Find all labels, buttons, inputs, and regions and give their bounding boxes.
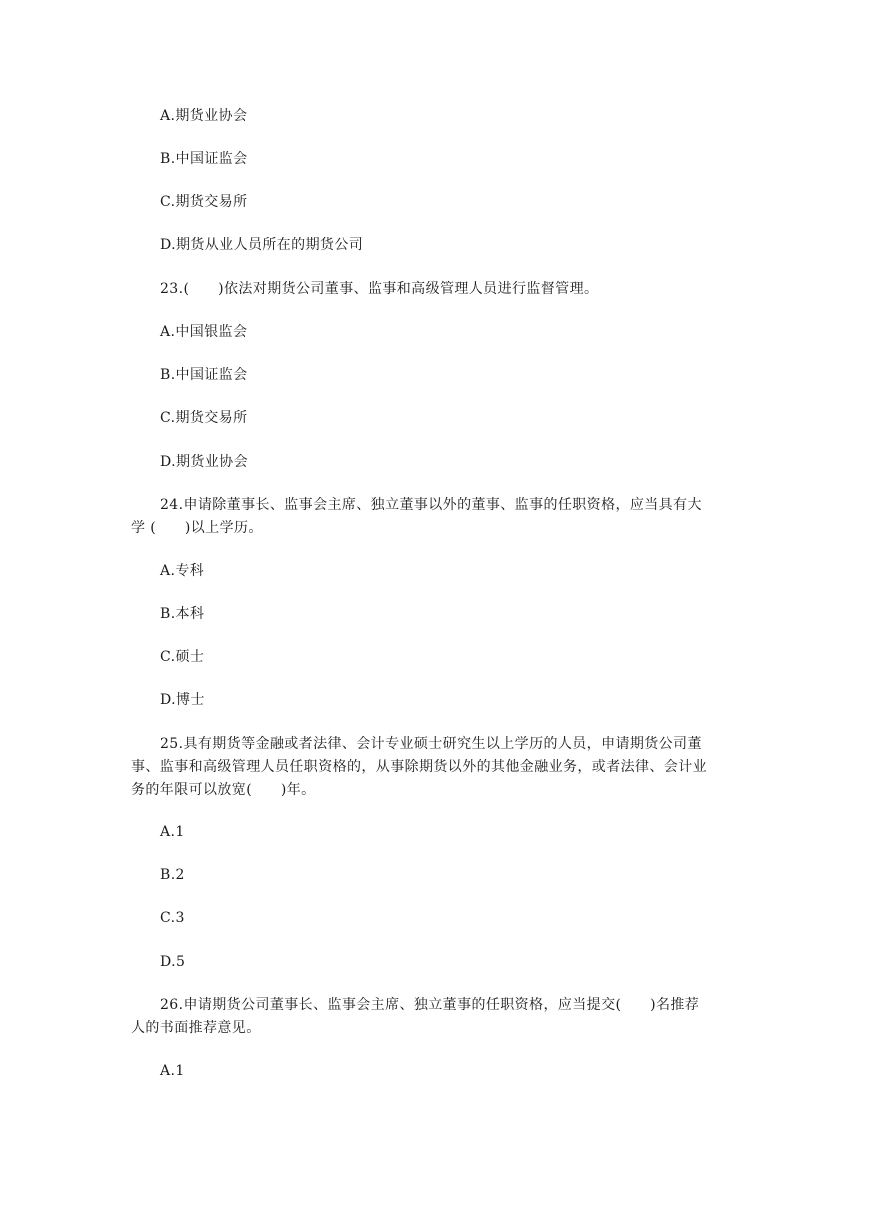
q25-option-a: A.1 <box>160 824 185 840</box>
q25-option-c: C.3 <box>160 910 185 926</box>
q23-option-c: C.期货交易所 <box>160 410 248 426</box>
q24-stem-line-2: 学 ( )以上学历。 <box>131 520 263 536</box>
q24-option-d: D.博士 <box>160 692 205 708</box>
q24-option-c: C.硕士 <box>160 649 205 665</box>
q23-option-b: B.中国证监会 <box>160 367 248 383</box>
q22-option-d: D.期货从业人员所在的期货公司 <box>160 237 364 253</box>
q24-option-a: A.专科 <box>160 563 205 579</box>
q24-stem-line-1: 24.申请除董事长、监事会主席、独立董事以外的董事、监事的任职资格，应当具有大 <box>160 497 702 513</box>
q26-option-a: A.1 <box>160 1063 185 1079</box>
q25-stem-line-1: 25.具有期货等金融或者法律、会计专业硕士研究生以上学历的人员，申请期货公司董 <box>160 736 702 752</box>
q25-option-b: B.2 <box>160 867 185 883</box>
q23-option-a: A.中国银监会 <box>160 324 248 340</box>
q25-stem-line-3: 务的年限可以放宽( )年。 <box>131 782 316 798</box>
q26-stem-line-1: 26.申请期货公司董事长、监事会主席、独立董事的任职资格，应当提交( )名推荐 <box>160 997 700 1013</box>
q23-option-d: D.期货业协会 <box>160 454 248 470</box>
q22-option-c: C.期货交易所 <box>160 194 248 210</box>
q26-stem-line-2: 人的书面推荐意见。 <box>131 1020 261 1036</box>
q25-option-d: D.5 <box>160 954 186 970</box>
q22-option-b: B.中国证监会 <box>160 151 248 167</box>
q23-stem: 23.( )依法对期货公司董事、监事和高级管理人员进行监督管理。 <box>160 281 599 297</box>
q25-stem-line-2: 事、监事和高级管理人员任职资格的，从事除期货以外的其他金融业务，或者法律、会计业 <box>131 759 707 775</box>
q24-option-b: B.本科 <box>160 606 205 622</box>
q22-option-a: A.期货业协会 <box>160 108 248 124</box>
